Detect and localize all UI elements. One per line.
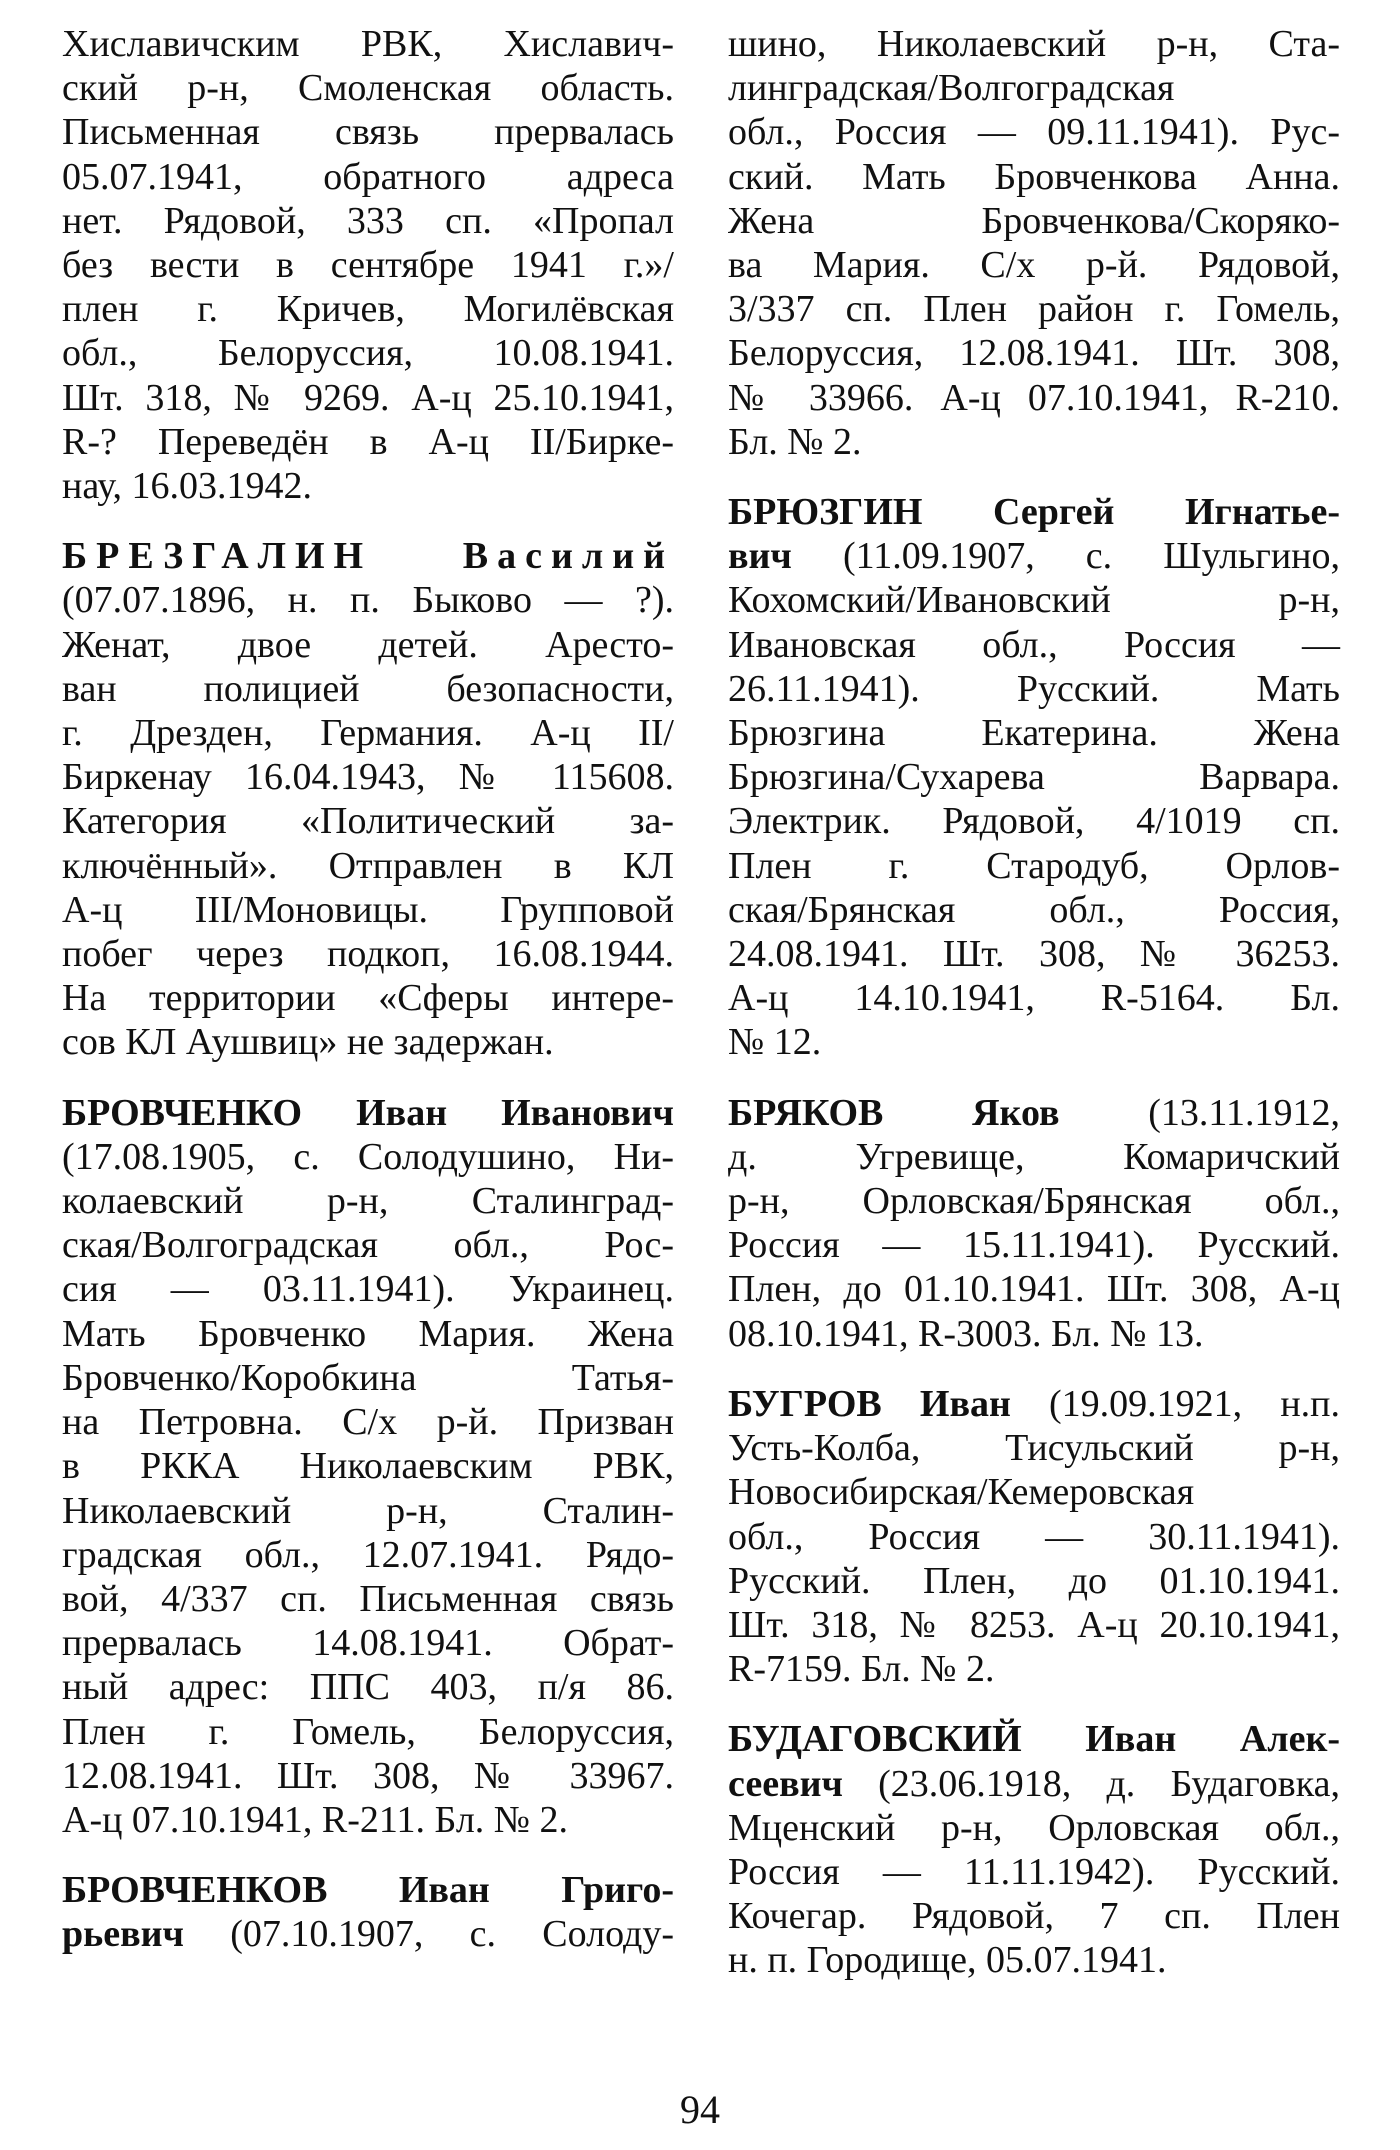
text-line: [62, 799, 674, 843]
line-text: 24.08.1941. Шт. 308, № 36253.: [728, 933, 1340, 976]
line-text: вой, 4/337 сп. Письменная связь: [62, 1577, 674, 1620]
text-line: [728, 976, 1340, 1020]
line-text: На территории «Сферы интере-: [62, 977, 674, 1020]
line-text: Плен г. Гомель, Белоруссия,: [62, 1710, 674, 1753]
line-text: R-7159. Бл. № 2.: [728, 1648, 995, 1691]
text-line: [728, 243, 1340, 287]
line-text: Брюзгина Екатерина. Жена: [728, 712, 1340, 755]
person-name: вич: [728, 535, 792, 578]
line-text: 12.08.1941. Шт. 308, № 33967.: [62, 1754, 674, 1797]
text-line: [62, 1754, 674, 1798]
biography-entry: [728, 22, 1340, 464]
line-text: обл., Белоруссия, 10.08.1941.: [62, 332, 674, 375]
line-text: 3/337 сп. Плен район г. Гомель,: [728, 288, 1340, 331]
person-name: БРЯКОВ Яков: [728, 1091, 1060, 1134]
text-line: [62, 1621, 674, 1665]
line-text: Хиславичским РВК, Хиславич-: [62, 23, 674, 65]
line-text: ключённый». Отправлен в КЛ: [62, 844, 674, 887]
line-text: (19.09.1921, н.п.: [1010, 1382, 1341, 1425]
text-line: [62, 1091, 674, 1135]
line-text: сов КЛ Аушвиц» не задержан.: [62, 1021, 554, 1064]
text-line: [62, 578, 674, 622]
text-line: [728, 1894, 1340, 1938]
line-text: Биркенау 16.04.1943, № 115608.: [62, 756, 674, 799]
line-text: н. п. Городище, 05.07.1941.: [728, 1939, 1167, 1982]
line-text: сия — 03.11.1941). Украинец.: [62, 1268, 674, 1311]
text-line: [728, 623, 1340, 667]
biography-entry: [728, 490, 1340, 1065]
biography-entry: [62, 22, 674, 508]
text-line: [62, 844, 674, 888]
line-text: Белоруссия, 12.08.1941. Шт. 308,: [728, 332, 1340, 375]
text-line: [62, 1868, 674, 1912]
person-name: БРЕЗГАЛИН Василий: [62, 535, 674, 578]
line-text: (17.08.1905, с. Солодушино, Ни-: [62, 1135, 674, 1178]
text-line: [728, 844, 1340, 888]
text-line: [728, 888, 1340, 932]
text-line: [728, 1267, 1340, 1311]
text-line: [62, 1223, 674, 1267]
line-text: Новосибирская/Кемеровская: [728, 1471, 1195, 1514]
line-text: 26.11.1941). Русский. Мать: [728, 667, 1340, 710]
line-text: А-ц 14.10.1941, R-5164. Бл.: [728, 977, 1340, 1020]
text-line: [728, 376, 1340, 420]
text-line: [728, 1382, 1340, 1426]
text-line: [728, 155, 1340, 199]
text-line: [62, 1533, 674, 1577]
line-text: Мать Бровченко Мария. Жена: [62, 1312, 674, 1355]
text-line: [728, 420, 1340, 464]
line-text: R-? Переведён в А-ц II/Бирке-: [62, 420, 674, 463]
line-text: градская обл., 12.07.1941. Рядо-: [62, 1533, 674, 1576]
text-line: [728, 1515, 1340, 1559]
text-line: [62, 1710, 674, 1754]
line-text: ский. Мать Бровченкова Анна.: [728, 155, 1340, 198]
line-text: Шт. 318, № 8253. А-ц 20.10.1941,: [728, 1603, 1340, 1646]
line-text: Плен г. Стародуб, Орлов-: [728, 844, 1340, 887]
text-line: [728, 1850, 1340, 1894]
line-text: д. Угревище, Комаричский: [728, 1135, 1340, 1178]
text-line: [62, 464, 674, 508]
text-line: [728, 331, 1340, 375]
line-text: побег через подкоп, 16.08.1944.: [62, 933, 674, 976]
text-line: [62, 667, 674, 711]
line-text: (11.09.1907, с. Шульгино,: [791, 535, 1340, 578]
text-line: [62, 1135, 674, 1179]
text-line: [728, 1179, 1340, 1223]
person-name: БУДАГОВСКИЙ Иван Алек-: [728, 1718, 1340, 1761]
text-line: [62, 331, 674, 375]
line-text: Николаевский р-н, Сталин-: [62, 1489, 674, 1532]
biography-entry: [62, 534, 674, 1064]
line-text: 05.07.1941, обратного адреса: [62, 155, 674, 198]
line-text: Кочегар. Рядовой, 7 сп. Плен: [728, 1895, 1340, 1938]
text-line: [62, 932, 674, 976]
text-line: [728, 711, 1340, 755]
text-line: [728, 1426, 1340, 1470]
text-line: [728, 932, 1340, 976]
text-line: [62, 1312, 674, 1356]
line-text: линградская/Волгоградская: [728, 67, 1175, 110]
line-text: (23.06.1918, д. Будаговка,: [842, 1762, 1340, 1805]
person-name: БУГРОВ Иван: [728, 1382, 1011, 1425]
line-text: прервалась 14.08.1941. Обрат-: [62, 1622, 674, 1665]
text-line: [728, 755, 1340, 799]
text-line: [728, 578, 1340, 622]
text-line: [62, 534, 674, 578]
line-text: Ивановская обл., Россия —: [728, 623, 1340, 666]
text-line: [728, 1020, 1340, 1064]
person-name: БРОВЧЕНКО Иван Иванович: [62, 1091, 674, 1134]
line-text: шино, Николаевский р-н, Ста-: [728, 23, 1340, 65]
line-text: Письменная связь прервалась: [62, 111, 674, 154]
text-line: [728, 1717, 1340, 1761]
text-line: [62, 1489, 674, 1533]
biography-entry: [728, 1091, 1340, 1356]
text-line: [728, 22, 1340, 66]
text-line: [62, 1798, 674, 1842]
text-line: [728, 1938, 1340, 1982]
text-line: [62, 287, 674, 331]
text-line: [62, 755, 674, 799]
line-text: Усть-Колба, Тисульский р-н,: [728, 1427, 1340, 1470]
line-text: в РККА Николаевским РВК,: [62, 1445, 674, 1488]
line-text: ский р-н, Смоленская область.: [62, 67, 674, 110]
line-text: Брюзгина/Сухарева Варвара.: [728, 756, 1340, 799]
line-text: Кохомский/Ивановский р-н,: [728, 579, 1340, 622]
line-text: г. Дрезден, Германия. А-ц II/: [62, 712, 674, 755]
text-line: [728, 1470, 1340, 1514]
line-text: Шт. 318, № 9269. А-ц 25.10.1941,: [62, 376, 674, 419]
text-line: [62, 66, 674, 110]
line-text: № 33966. А-ц 07.10.1941, R-210.: [728, 376, 1340, 419]
text-line: [62, 1356, 674, 1400]
text-line: [728, 1223, 1340, 1267]
text-line: [728, 199, 1340, 243]
text-line: [728, 1647, 1340, 1691]
text-line: [62, 243, 674, 287]
line-text: ская/Волгоградская обл., Рос-: [62, 1224, 674, 1267]
text-line: [62, 1400, 674, 1444]
line-text: Категория «Политический за-: [62, 800, 674, 843]
text-line: [728, 1091, 1340, 1135]
text-line: [62, 1665, 674, 1709]
line-text: А-ц III/Моновицы. Групповой: [62, 888, 674, 931]
biography-entry: [62, 1091, 674, 1842]
line-text: 08.10.1941, R-3003. Бл. № 13.: [728, 1312, 1204, 1355]
line-text: плен г. Кричев, Могилёвская: [62, 288, 674, 331]
text-line: [62, 976, 674, 1020]
biography-entry: [728, 1717, 1340, 1982]
text-line: [62, 623, 674, 667]
line-text: обл., Россия — 09.11.1941). Рус-: [728, 111, 1340, 154]
text-line: [62, 888, 674, 932]
text-line: [728, 287, 1340, 331]
line-text: р-н, Орловская/Брянская обл.,: [728, 1180, 1340, 1223]
line-text: ван полицией безопасности,: [62, 667, 674, 710]
text-line: [728, 1135, 1340, 1179]
line-text: (07.10.1907, с. Солоду-: [183, 1913, 674, 1956]
text-line: [62, 199, 674, 243]
line-text: на Петровна. С/х р-й. Призван: [62, 1401, 674, 1444]
text-line: [62, 711, 674, 755]
person-name: рьевич: [62, 1913, 184, 1956]
text-line: [728, 490, 1340, 534]
text-line: [728, 1762, 1340, 1806]
text-line: [62, 155, 674, 199]
line-text: (13.11.1912,: [1059, 1091, 1340, 1134]
text-line: [728, 1312, 1340, 1356]
biography-entry: [62, 1868, 674, 1956]
person-name: БРЮЗГИН Сергей Игнатье-: [728, 491, 1340, 534]
person-name: сеевич: [728, 1762, 843, 1805]
text-line: [728, 534, 1340, 578]
line-text: Мценский р-н, Орловская обл.,: [728, 1806, 1340, 1849]
line-text: Плен, до 01.10.1941. Шт. 308, А-ц: [728, 1268, 1340, 1311]
line-text: Русский. Плен, до 01.10.1941.: [728, 1559, 1340, 1602]
text-line: [728, 799, 1340, 843]
line-text: А-ц 07.10.1941, R-211. Бл. № 2.: [62, 1798, 569, 1841]
text-line: [728, 1603, 1340, 1647]
line-text: Жена Бровченкова/Скоряко-: [728, 199, 1340, 242]
line-text: колаевский р-н, Сталинград-: [62, 1180, 674, 1223]
line-text: обл., Россия — 30.11.1941).: [728, 1515, 1340, 1558]
right-text-column: [728, 22, 1340, 2009]
line-text: Женат, двое детей. Аресто-: [62, 623, 674, 666]
line-text: Россия — 11.11.1942). Русский.: [728, 1850, 1340, 1893]
line-text: (07.07.1896, н. п. Быково — ?).: [62, 579, 674, 622]
line-text: ва Мария. С/х р-й. Рядовой,: [728, 244, 1340, 287]
line-text: ный адрес: ППС 403, п/я 86.: [62, 1666, 674, 1709]
text-line: [728, 1559, 1340, 1603]
text-line: [62, 1020, 674, 1064]
left-text-column: [62, 22, 674, 1983]
text-line: [728, 110, 1340, 154]
biography-entry: [728, 1382, 1340, 1691]
text-line: [62, 1179, 674, 1223]
text-line: [728, 1806, 1340, 1850]
text-line: [728, 667, 1340, 711]
person-name: БРОВЧЕНКОВ Иван Григо-: [62, 1869, 674, 1912]
text-line: [62, 1444, 674, 1488]
text-line: [62, 420, 674, 464]
line-text: Электрик. Рядовой, 4/1019 сп.: [728, 800, 1340, 843]
text-line: [62, 22, 674, 66]
line-text: ская/Брянская обл., Россия,: [728, 888, 1340, 931]
line-text: Россия — 15.11.1941). Русский.: [728, 1224, 1340, 1267]
line-text: № 12.: [728, 1021, 822, 1064]
line-text: без вести в сентябре 1941 г.»/: [62, 244, 674, 287]
page-number: 94: [680, 2087, 720, 2132]
line-text: Бровченко/Коробкина Татья-: [62, 1356, 674, 1399]
line-text: нау, 16.03.1942.: [62, 465, 312, 508]
text-line: [62, 1577, 674, 1621]
text-line: [62, 1912, 674, 1956]
line-text: нет. Рядовой, 333 сп. «Пропал: [62, 199, 674, 242]
text-line: [728, 66, 1340, 110]
text-line: [62, 376, 674, 420]
text-line: [62, 110, 674, 154]
text-line: [62, 1267, 674, 1311]
line-text: Бл. № 2.: [728, 420, 862, 463]
